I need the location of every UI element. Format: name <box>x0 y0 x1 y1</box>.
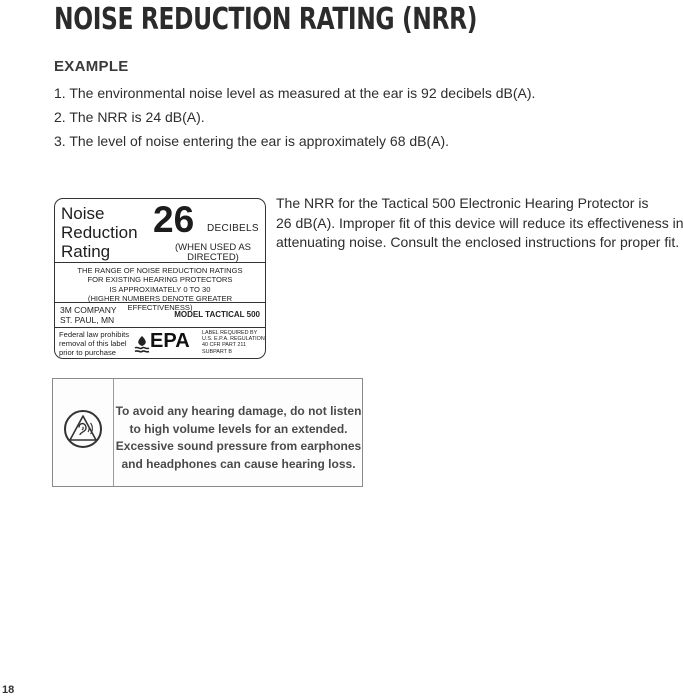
nrr-rating-value: 26 <box>153 199 195 240</box>
page-number: 18 <box>2 684 15 696</box>
nrr-units: DECIBELS <box>207 223 259 234</box>
nrr-range-line: THE RANGE OF NOISE REDUCTION RATINGS <box>77 266 243 275</box>
epa-text: EPA <box>150 330 190 352</box>
nrr-regulation-line: SUBPART B <box>202 348 232 355</box>
nrr-range-line: FOR EXISTING HEARING PROTECTORS <box>87 275 233 285</box>
example-steps <box>54 84 535 156</box>
nrr-company-line: ST. PAUL, MN <box>60 314 115 325</box>
example-step: 2. The NRR is 24 dB(A). <box>54 109 205 125</box>
description-line: 26 dB(A). Improper fit of this device will reduce its effectiveness in <box>276 214 683 231</box>
nrr-when-line: (WHEN USED AS <box>174 242 251 253</box>
nrr-label-heading <box>61 205 138 262</box>
hearing-warning-text <box>115 403 362 473</box>
nrr-heading-line: Rating <box>61 242 111 261</box>
description-line: attenuating noise. Consult the enclosed instructions for proper fit. <box>276 234 680 250</box>
nrr-federal-line: Federal law prohibits <box>59 330 130 339</box>
nrr-heading-line: Reduction <box>61 223 138 242</box>
nrr-regulation-line: LABEL REQUIRED BY <box>202 330 258 336</box>
nrr-company-line: 3M COMPANY <box>60 305 117 315</box>
example-step: 3. The level of noise entering the ear is approximately 68 dB(A). <box>54 133 450 149</box>
nrr-range-line: (HIGHER NUMBERS DENOTE GREATER EFFECTIVENESS) <box>87 293 233 313</box>
warning-line: To avoid any hearing damage, do not listen <box>115 404 362 418</box>
example-heading: EXAMPLE <box>54 58 129 75</box>
nrr-regulation-line: U.S. E.P.A. REGULATION <box>202 336 265 343</box>
nrr-label <box>54 198 266 359</box>
nrr-company <box>60 306 117 325</box>
nrr-when-used <box>171 243 255 263</box>
nrr-range-line: IS APPROXIMATELY 0 TO 30 <box>109 284 211 294</box>
description-line: The NRR for the Tactical 500 Electronic Hearing Protector is <box>276 195 649 211</box>
epa-logo-icon <box>134 335 150 353</box>
warning-line: and headphones can cause hearing loss. <box>121 456 356 471</box>
warning-separator <box>113 379 114 486</box>
nrr-regulation-line: 40 CFR PART 211 <box>202 342 246 349</box>
hearing-damage-warning-icon <box>63 409 103 449</box>
nrr-model: MODEL TACTICAL 500 <box>174 310 260 319</box>
nrr-federal-line: removal of this label <box>59 339 127 348</box>
hearing-warning-box <box>52 378 363 487</box>
nrr-federal-notice <box>59 330 129 357</box>
warning-line: Excessive sound pressure from earphones <box>115 439 362 453</box>
nrr-when-line: DIRECTED) <box>187 252 239 263</box>
nrr-federal-line: prior to purchase <box>59 348 116 357</box>
nrr-regulation-note <box>202 330 265 355</box>
page-title: NOISE REDUCTION RATING (NRR) <box>54 2 478 37</box>
nrr-description <box>276 194 683 253</box>
warning-line: to high volume levels for an extended. <box>129 421 348 436</box>
example-step: 1. The environmental noise level as measured at the ear is 92 decibels dB(A). <box>54 85 536 101</box>
nrr-divider <box>55 327 265 328</box>
nrr-heading-line: Noise <box>61 204 105 223</box>
